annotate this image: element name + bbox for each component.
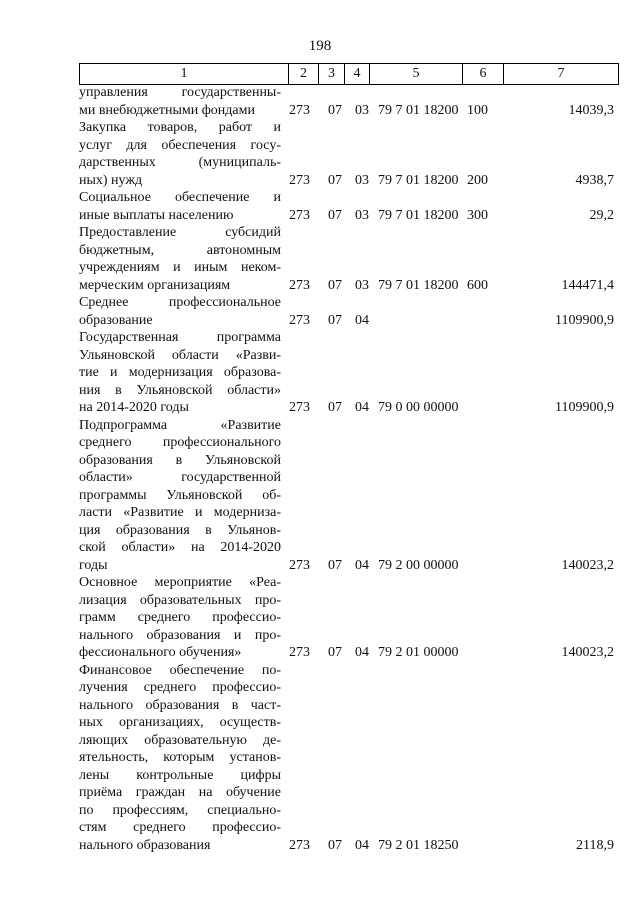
description-line: услуг для обеспечения госу- <box>79 137 281 153</box>
cell-col-3: 07 <box>328 277 342 293</box>
cell-col-5: 79 7 01 18200 <box>378 277 459 293</box>
description-line: нального образования и про- <box>79 627 281 643</box>
description-line: Социальное обеспечение и <box>79 190 281 205</box>
description-line: стям среднего профессио- <box>79 820 281 835</box>
description-line: нального образования <box>79 837 211 853</box>
description-line: мерческим организациям <box>79 277 231 293</box>
description-line: образование <box>79 312 153 328</box>
cell-col-4: 04 <box>355 645 369 660</box>
cell-col-2: 273 <box>289 557 310 573</box>
header-col-4: 4 <box>345 64 370 84</box>
description-line: на 2014-2020 годы <box>79 400 189 415</box>
cell-col-4: 03 <box>355 207 369 223</box>
description-line: Среднее профессиональное <box>79 295 281 310</box>
header-col-1: 1 <box>80 64 289 84</box>
cell-col-3: 07 <box>328 172 342 188</box>
table-header <box>79 63 619 85</box>
cell-col-5: 79 2 01 00000 <box>378 645 459 660</box>
cell-col-5: 79 0 00 00000 <box>378 400 459 415</box>
description-line: области» государственной <box>79 470 281 485</box>
cell-col-4: 03 <box>355 102 369 118</box>
description-line: ми внебюджетными фондами <box>79 102 255 118</box>
description-line: по профессиям, специально- <box>79 802 281 818</box>
cell-col-6: 100 <box>467 102 488 118</box>
cell-col-6: 600 <box>467 277 488 293</box>
cell-col-2: 273 <box>289 277 310 293</box>
description-line: учреждениям и иным неком- <box>79 260 281 275</box>
description-line: Предоставление субсидий <box>79 225 281 240</box>
description-line: ных) нужд <box>79 172 143 188</box>
description-line: Финансовое обеспечение по- <box>79 662 281 678</box>
description-line: ция образования в Ульянов- <box>79 522 281 538</box>
cell-col-3: 07 <box>328 312 342 328</box>
description-line: Основное мероприятие «Реа- <box>79 575 281 590</box>
cell-col-7: 14039,3 <box>568 102 614 118</box>
table-row-description <box>79 329 281 417</box>
description-line: управления государственны- <box>79 85 281 100</box>
cell-col-3: 07 <box>328 837 342 853</box>
header-col-7: 7 <box>557 66 565 81</box>
description-line: грамм среднего профессио- <box>79 610 281 625</box>
header-col-2: 2 <box>289 64 319 84</box>
table-row-description <box>79 224 281 294</box>
cell-col-4: 04 <box>355 312 369 328</box>
description-line: годы <box>79 557 108 573</box>
cell-col-2: 273 <box>289 645 310 660</box>
cell-col-3: 07 <box>328 400 342 415</box>
cell-col-2: 273 <box>289 207 310 223</box>
cell-col-3: 07 <box>328 645 342 660</box>
description-line: программы Ульяновской об- <box>79 487 281 503</box>
description-line: ния в Ульяновской области» <box>79 382 281 398</box>
cell-col-2: 273 <box>289 312 310 328</box>
cell-col-4: 04 <box>355 837 369 853</box>
description-line: Подпрограмма «Развитие <box>79 417 281 433</box>
cell-col-7: 1109900,9 <box>555 400 614 415</box>
cell-col-7: 140023,2 <box>561 645 614 660</box>
cell-col-5: 79 7 01 18200 <box>378 102 459 118</box>
header-col-5: 5 <box>370 64 463 84</box>
cell-col-2: 273 <box>289 102 310 118</box>
description-line: ласти «Развитие и модерниза- <box>79 505 281 520</box>
description-line: лизация образовательных про- <box>79 592 281 608</box>
description-line: нального образования в част- <box>79 697 281 713</box>
description-line: фессионального обучения» <box>79 645 242 660</box>
cell-col-4: 04 <box>355 400 369 415</box>
table-row-description <box>79 84 281 119</box>
cell-col-5: 79 2 00 00000 <box>378 557 459 573</box>
description-line: ской области» на 2014-2020 <box>79 540 281 555</box>
cell-col-7: 1109900,9 <box>555 312 614 328</box>
table-row-description <box>79 189 281 224</box>
description-line: Закупка товаров, работ и <box>79 120 281 135</box>
description-line: бюджетным, автономным <box>79 242 281 258</box>
description-line: Ульяновской области «Разви- <box>79 347 281 363</box>
description-line: ных организациях, осуществ- <box>79 715 281 730</box>
cell-col-3: 07 <box>328 102 342 118</box>
header-col-6: 6 <box>463 64 504 84</box>
description-line: образования в Ульяновской <box>79 452 281 468</box>
table-row-description <box>79 574 281 662</box>
table-row-description <box>79 662 281 855</box>
description-line: иные выплаты населению <box>79 207 234 223</box>
header-col-3: 3 <box>319 64 345 84</box>
cell-col-5: 79 7 01 18200 <box>378 207 459 223</box>
cell-col-5: 79 2 01 18250 <box>378 837 459 853</box>
cell-col-6: 200 <box>467 172 488 188</box>
cell-col-7: 140023,2 <box>561 557 614 573</box>
cell-col-7: 144471,4 <box>561 277 614 293</box>
cell-col-3: 07 <box>328 207 342 223</box>
cell-col-2: 273 <box>289 400 310 415</box>
table-row-description <box>79 294 281 329</box>
description-line: лучения среднего профессио- <box>79 680 281 695</box>
cell-col-2: 273 <box>289 837 310 853</box>
cell-col-7: 2118,9 <box>576 837 614 853</box>
cell-col-4: 03 <box>355 277 369 293</box>
table-row-description <box>79 417 281 575</box>
cell-col-7: 4938,7 <box>575 172 614 188</box>
description-line: тие и модернизация образова- <box>79 365 281 380</box>
cell-col-5: 79 7 01 18200 <box>378 172 459 188</box>
description-line: дарственных (муниципаль- <box>79 155 281 170</box>
cell-col-3: 07 <box>328 557 342 573</box>
description-line: приёма граждан на обучение <box>79 785 281 800</box>
description-line: среднего профессионального <box>79 435 281 450</box>
cell-col-2: 273 <box>289 172 310 188</box>
table-row-description <box>79 119 281 189</box>
description-line: Государственная программа <box>79 330 281 345</box>
cell-col-6: 300 <box>467 207 488 223</box>
description-line: ляющих образовательную де- <box>79 732 281 748</box>
cell-col-7: 29,2 <box>589 207 614 223</box>
cell-col-4: 03 <box>355 172 369 188</box>
description-line: лены контрольные цифры <box>79 767 281 783</box>
description-line: ятельность, которым установ- <box>79 750 281 765</box>
page-number: 198 <box>308 38 332 54</box>
cell-col-4: 04 <box>355 557 369 573</box>
